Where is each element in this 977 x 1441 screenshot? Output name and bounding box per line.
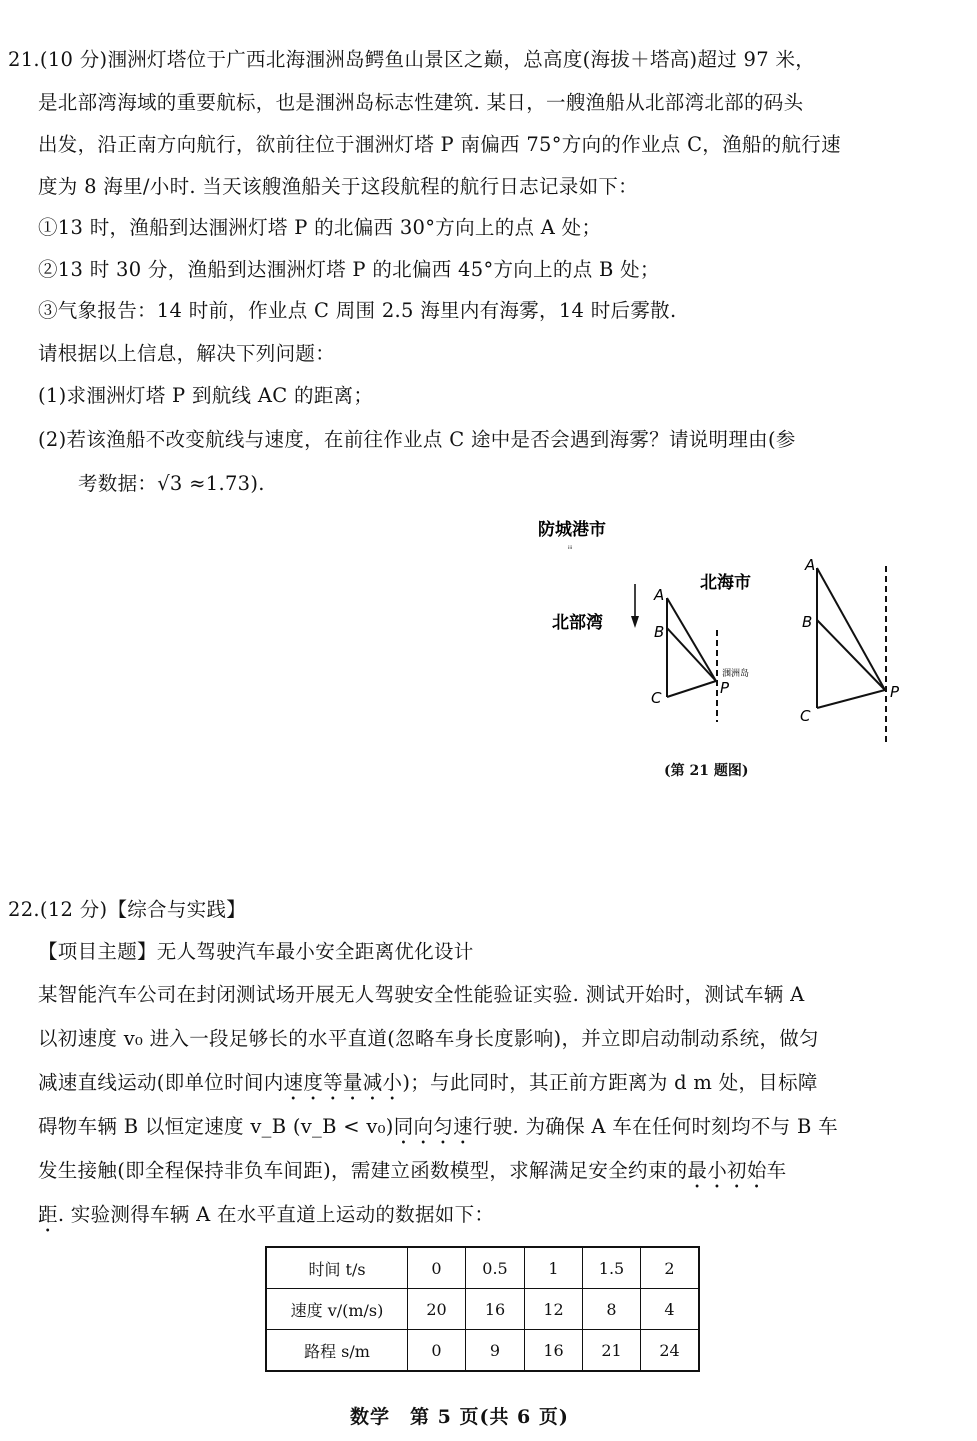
label-fangchenggang-sub: ᵢᵢᵢ [568,542,573,551]
q21-line-1: 21.(10 分)涠洲灯塔位于广西北海涠洲岛鳄鱼山景区之巅，总高度(海拔＋塔高)超过 97 米， [8,48,816,71]
q22-line-4a: 碍物车辆 B 以恒定速度 v_B (v_B < v₀) [38,1115,394,1138]
q22-line-5 [38,1159,786,1193]
table-cell: 16 [525,1330,583,1372]
q21-log-1: ①13 时，渔船到达涠洲灯塔 P 的北偏西 30°方向上的点 A 处； [38,216,602,239]
q22-emphasis-min-distance: 最小初始 [687,1159,767,1182]
label-fangchenggang: 防城港市 [538,520,606,540]
table-row [266,1330,699,1372]
table-cell: 21 [583,1330,641,1372]
figure-caption: (第 21 题图) [664,763,749,779]
line-BP-left [667,628,716,681]
q22-topic: 【项目主题】无人驾驶汽车最小安全距离优化设计 [38,940,474,963]
table-cell: 1 [525,1247,583,1289]
point-P-right: P [890,683,900,701]
point-A-right: A [805,556,816,574]
q22-line-2: 以初速度 v₀ 进入一段足够长的水平直道(忽略车身长度影响)，并立即启动制动系统，做匀 [38,1027,819,1050]
table-cell: 2 [641,1247,700,1289]
line-AP-left [667,598,716,681]
point-A-left: A [654,586,665,604]
table-row [266,1247,699,1289]
table-cell: 1.5 [583,1247,641,1289]
q21-part-1: (1)求涠洲灯塔 P 到航线 AC 的距离； [38,384,374,407]
line-CP-left [667,681,716,697]
q22-emphasis-direction: 同向匀速 [393,1115,473,1138]
q22-data-table [265,1246,700,1372]
table-cell: 16 [466,1289,525,1330]
label-beibu-bay: 北部湾 [552,613,603,633]
line-CP-right [817,690,885,708]
table-cell: 0 [408,1330,466,1372]
q22-line-1: 某智能汽车公司在封闭测试场开展无人驾驶安全性能验证实验. 测试开始时，测试车辆 A [38,983,805,1006]
q22-emphasis-speed: 速度等量减小 [283,1071,403,1094]
q22-line-4c: 行驶. 为确保 A 车在任何时刻均不与 B 车 [472,1115,838,1138]
table-row-label: 时间 t/s [266,1247,408,1289]
q21-line-2: 是北部湾海域的重要航标，也是涠洲岛标志性建筑. 某日，一艘渔船从北部湾北部的码头 [38,91,804,114]
table-cell: 4 [641,1289,700,1330]
table-cell: 9 [466,1330,525,1372]
table-row [266,1289,699,1330]
q22-line-3c: )；与此同时，其正前方距离为 d m 处，目标障 [402,1071,818,1094]
table-cell: 8 [583,1289,641,1330]
q21-reference-data: 考数据：√3 ≈1.73). [78,472,265,495]
q21-log-3: ③气象报告：14 时前，作业点 C 周围 2.5 海里内有海雾，14 时后雾散. [38,299,677,322]
q22-line-4 [38,1115,838,1149]
label-beihai: 北海市 [700,573,751,593]
point-C-right: C [800,707,811,725]
q22-line-3a: 减速直线运动(即单位时间内 [38,1071,284,1094]
q21-part-2: (2)若该渔船不改变航线与速度，在前往作业点 C 途中是否会遇到海雾？请说明理由(参 [38,428,796,451]
q21-instructions: 请根据以上信息，解决下列问题： [38,342,336,365]
table-row-label: 速度 v/(m/s) [266,1289,408,1330]
point-C-left: C [651,689,662,707]
q22-emphasis-distance: 距 [38,1203,58,1226]
q21-log-2: ②13 时 30 分，渔船到达涠洲灯塔 P 的北偏西 45°方向上的点 B 处； [38,258,660,281]
north-arrow-head [631,616,639,628]
table-cell: 0 [408,1247,466,1289]
table-row-label: 路程 s/m [266,1330,408,1372]
q21-line-4: 度为 8 海里/小时. 当天该艘渔船关于这段航程的航行日志记录如下： [38,175,638,198]
q22-line-3 [38,1071,818,1105]
q21-line-3: 出发，沿正南方向航行，欲前往位于涠洲灯塔 P 南偏西 75°方向的作业点 C，渔船的航行速 [38,133,841,156]
q22-line-6 [38,1203,494,1237]
point-B-right: B [802,613,813,631]
table-cell: 20 [408,1289,466,1330]
table-cell: 12 [525,1289,583,1330]
q22-line-5c: 车 [766,1159,787,1182]
table-cell: 24 [641,1330,700,1372]
q22-line-6b: . 实验测得车辆 A 在水平直道上运动的数据如下： [57,1203,495,1226]
point-B-left: B [654,623,665,641]
line-AP-right [817,568,885,690]
point-P-left: P [720,679,730,697]
q22-line-5a: 发生接触(即全程保持非负车间距)，需建立函数模型，求解满足安全约束的 [38,1159,688,1182]
table-cell: 0.5 [466,1247,525,1289]
page-footer: 数学 第 5 页(共 6 页) [350,1406,569,1428]
label-island: 涠洲岛 [722,669,750,679]
q22-heading: 22.(12 分)【综合与实践】 [8,898,247,921]
